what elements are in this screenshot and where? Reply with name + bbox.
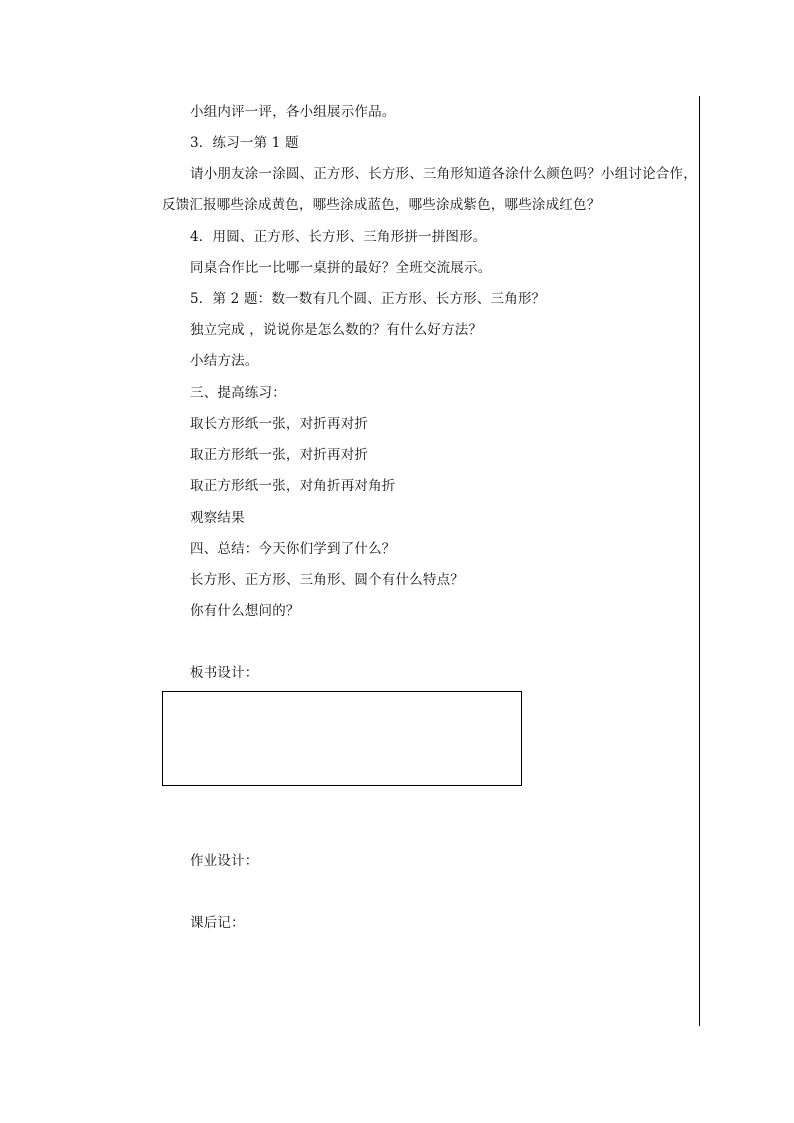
text-line-deskmate-cooperation: 同桌合作比一比哪一桌拼的最好？全班交流展示。 — [190, 260, 492, 276]
text-line-rectangle-fold: 取长方形纸一张，对折再对折 — [190, 416, 369, 432]
after-class-notes-label: 课后记： — [190, 915, 245, 931]
text-line-questions: 你有什么想问的？ — [190, 603, 300, 619]
text-line-square-diagonal-fold: 取正方形纸一张，对角折再对角折 — [190, 478, 396, 494]
text-line-summary-method: 小结方法。 — [190, 353, 259, 369]
section-heading-advanced-practice: 三、提高练习： — [190, 385, 286, 401]
board-design-label: 板书设计： — [190, 665, 259, 681]
text-line-color-question: 请小朋友涂一涂圆、正方形、长方形、三角形知道各涂什么颜色吗？小组讨论合作， — [190, 166, 697, 182]
text-line-color-feedback: 反馈汇报哪些涂成黄色，哪些涂成蓝色，哪些涂成紫色，哪些涂成红色？ — [162, 197, 601, 213]
text-line-square-fold: 取正方形纸一张，对折再对折 — [190, 447, 369, 463]
text-line-exercise-5: 5．第 2 题：数一数有几个圆、正方形、长方形、三角形？ — [190, 291, 546, 307]
text-line-exercise-4: 4．用圆、正方形、长方形、三角形拼一拼图形。 — [190, 229, 487, 245]
section-heading-summary: 四、总结：今天你们学到了什么？ — [190, 541, 396, 557]
homework-design-label: 作业设计： — [190, 853, 259, 869]
table-right-border — [699, 96, 700, 1026]
text-line-exercise-3: 3．练习一第 1 题 — [190, 135, 299, 151]
text-line-group-review: 小组内评一评，各小组展示作品。 — [190, 104, 396, 120]
board-design-box — [162, 691, 522, 786]
text-line-observe-result: 观察结果 — [190, 510, 245, 526]
text-line-independent-work: 独立完成 ，说说你是怎么数的？有什么好方法？ — [190, 322, 483, 338]
text-line-shape-features: 长方形、正方形、三角形、圆个有什么特点？ — [190, 572, 464, 588]
